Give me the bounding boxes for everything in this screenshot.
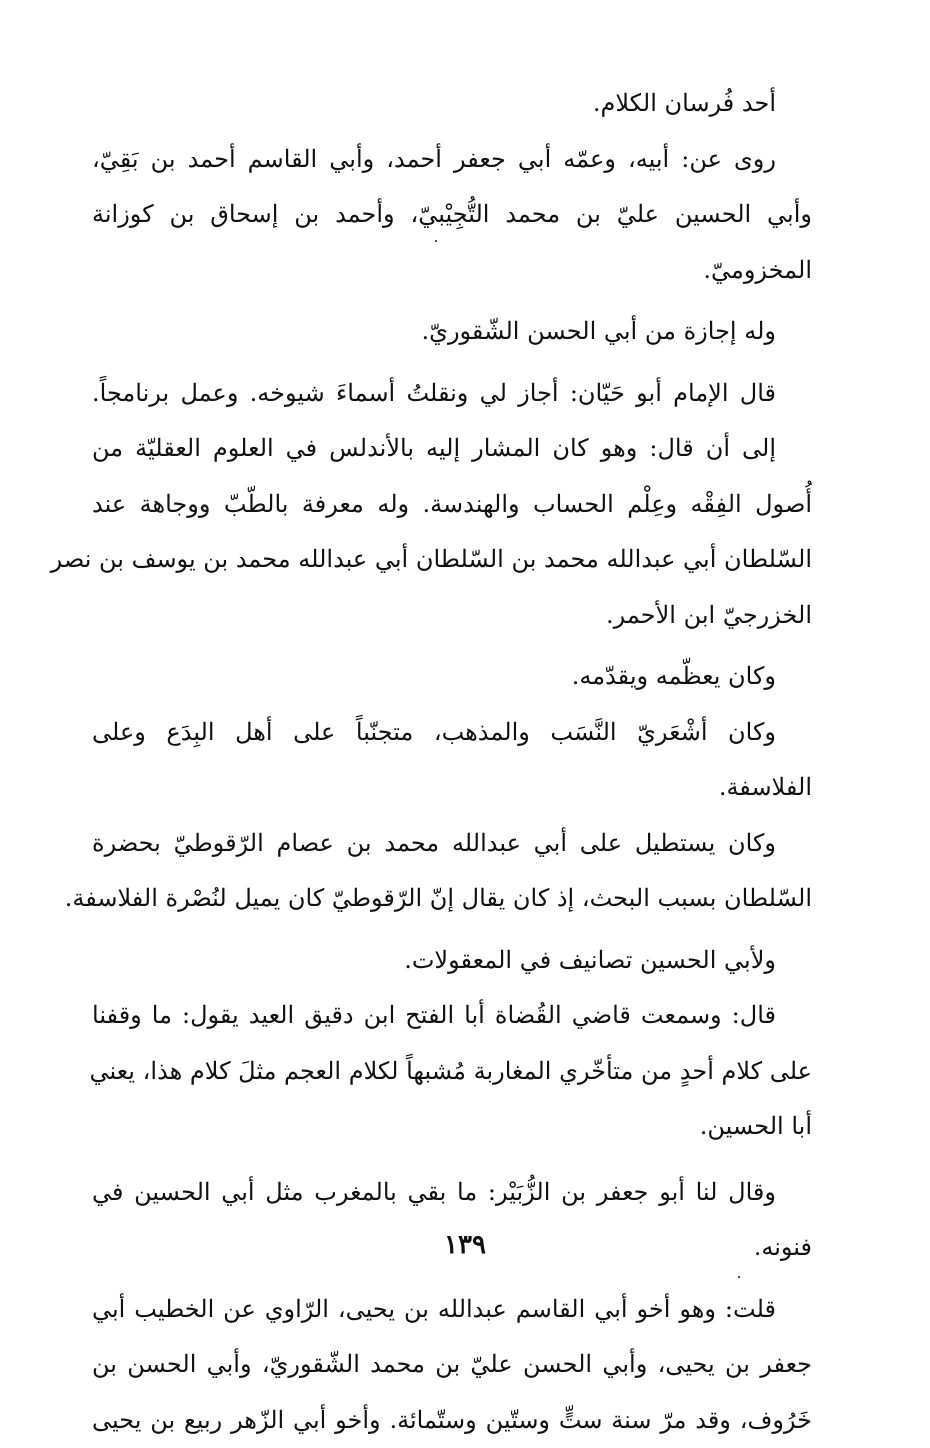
text-line: وكان يستطيل على أبي عبدالله محمد بن عصام الرّقوطيّ بحضرة bbox=[92, 816, 812, 872]
text-line: السّلطان بسبب البحث، إذ كان يقال إنّ الرّقوطيّ كان يميل لنُصْرة الفلاسفة. bbox=[92, 871, 812, 927]
text-line: وله إجازة من أبي الحسن الشّقوريّ. bbox=[92, 304, 812, 360]
text-line: روى عن: أبيه، وعمّه أبي جعفر أحمد، وأبي القاسم أحمد بن بَقِيّ، bbox=[92, 132, 812, 188]
text-line: المخزوميّ. bbox=[92, 243, 812, 299]
text-line: قلت: وهو أخو أبي القاسم عبدالله بن يحيى، الرّاوي عن الخطيب أبي bbox=[92, 1282, 812, 1338]
text-line: الخزرجيّ ابن الأحمر. bbox=[92, 588, 812, 644]
text-line: الفلاسفة. bbox=[92, 760, 812, 816]
text-line: السّلطان أبي عبدالله محمد بن السّلطان أبي عبدالله محمد بن يوسف بن نصر bbox=[92, 532, 812, 588]
paper-speck bbox=[738, 1276, 740, 1278]
text-line: وقال لنا أبو جعفر بن الزُّبَيْر: ما بقي بالمغرب مثل أبي الحسين في bbox=[92, 1165, 812, 1221]
text-line: وكان أشْعَريّ النَّسَب والمذهب، متجنّباً على أهل البِدَع وعلى bbox=[92, 705, 812, 761]
page-number: ١٣٩ bbox=[0, 1230, 930, 1260]
text-line: قال الإمام أبو حَيّان: أجاز لي ونقلتُ أسماءَ شيوخه. وعمل برنامجاً. bbox=[92, 366, 812, 422]
text-line: وأبي الحسين عليّ بن محمد التُّجِيْبيّ، وأحمد بن إسحاق بن كوزانة bbox=[92, 187, 812, 243]
paper-speck bbox=[435, 240, 437, 242]
text-line: أُصول الفِقْه وعِلْم الحساب والهندسة. وله معرفة بالطّبّ ووجاهة عند bbox=[92, 477, 812, 533]
text-line: على كلام أحدٍ من متأخّري المغاربة مُشبهاً لكلام العجم مثلَ كلام هذا، يعني bbox=[92, 1044, 812, 1100]
text-line: جعفر بن يحيى، وأبي الحسن عليّ بن محمد الشّقوريّ، وأبي الحسن بن bbox=[92, 1337, 812, 1393]
text-line: أحد فُرسان الكلام. bbox=[92, 76, 812, 132]
text-line: خَرُوف، وقد مرّ سنة ستٍّ وستّين وستّمائة. وأخو أبي الزّهر ربيع بن يحيى bbox=[92, 1393, 812, 1448]
text-line: إلى أن قال: وهو كان المشار إليه بالأندلس في العلوم العقليّة من bbox=[92, 421, 812, 477]
text-line: فنونه. bbox=[92, 1220, 812, 1276]
text-line: أبا الحسين. bbox=[92, 1099, 812, 1155]
text-line: وكان يعظّمه ويقدّمه. bbox=[92, 649, 812, 705]
text-line: ولأبي الحسين تصانيف في المعقولات. bbox=[92, 933, 812, 989]
text-line: قال: وسمعت قاضي القُضاة أبا الفتح ابن دقيق العيد يقول: ما وقفنا bbox=[92, 988, 812, 1044]
